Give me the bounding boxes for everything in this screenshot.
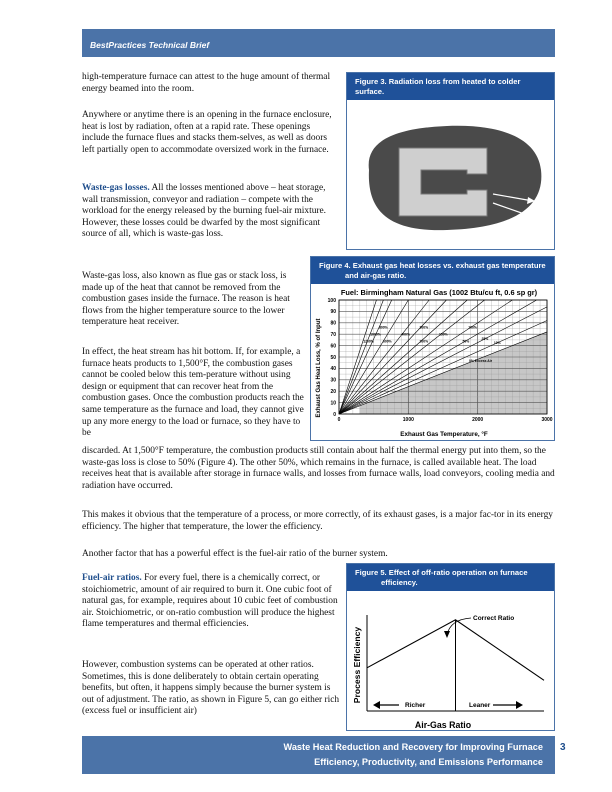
series-label: 200%: [419, 339, 429, 344]
chart-title: Fuel: Birmingham Natural Gas (1002 Btu/cu ft, 0.6 sp gr): [340, 288, 538, 297]
x-tick-label: 2000: [472, 417, 484, 423]
paragraph-waste-gas: [82, 183, 340, 241]
series-label: 600%: [382, 339, 392, 344]
x-tick-label: 0: [337, 417, 341, 423]
paragraph-fuel-air: [82, 573, 340, 631]
header-title: BestPractices Technical Brief: [90, 40, 210, 50]
leaner-arrow-head: [516, 701, 523, 709]
exhaust-loss-chart: [311, 284, 554, 440]
y-tick-label: 60: [330, 343, 336, 350]
series-label: 400%: [401, 332, 410, 337]
paragraph-5-full: discarded. At 1,500°F temperature, the combustion products still contain about half the thermal energy put into them, so the waste-gas loss is close to 50% (Figure 4). The other 50%, which remains in the furnace, is called available heat. The load receives heat that is available after storage in furnace walls, and losses from furnace walls, load conveyors, cooling media and radiation have occurred.: [82, 446, 555, 491]
waste-gas-text: All the losses mentioned above – heat storage, wall transmission, conveyor and radiation – compete with the workload for the energy released by the burning fuel-air mixture. However, these losses could be dwarfed by the most significant source of all, which is waste-gas loss.: [82, 183, 327, 240]
series-label: 150%: [439, 332, 448, 337]
correct-ratio-pointer-head: [444, 631, 450, 638]
y-axis-label: Process Efficiency: [352, 626, 362, 704]
paragraph-1: high-temperature furnace can attest to the huge amount of thermal energy beamed into the room.: [82, 72, 331, 94]
radiation-arrow-2-head: [526, 212, 535, 218]
figure-5-caption-line-1: Figure 5. Effect of off-ratio operation on furnace: [355, 568, 528, 577]
figure-4: [310, 256, 555, 441]
waste-gas-heading: Waste-gas losses.: [82, 183, 150, 193]
figure-4-caption-line-2: and air-gas ratio.: [345, 270, 407, 280]
y-tick-label: 100: [327, 297, 336, 304]
series-label: 10%: [493, 340, 501, 345]
figure-4-caption-line-1: Figure 4. Exhaust gas heat losses vs. exhaust gas temperature: [319, 261, 546, 270]
fuel-air-text: For every fuel, there is a chemically correct, or stoichiometric, amount of air required to burn it. One cubic foot of natural gas, for example, requires about 10 cubic feet of combustion air. Stoichiometric, or on-ratio combustion will produce the highest flame temperatures and thermal efficiencies.: [82, 573, 338, 630]
series-label: 300%: [419, 325, 429, 330]
off-ratio-chart: [347, 591, 554, 731]
figure-5-caption-line-2: efficiency.: [381, 577, 418, 587]
series-label: 1000%: [370, 332, 381, 337]
figure-3-caption: Figure 3. Radiation loss from heated to colder surface.: [347, 73, 554, 100]
fuel-air-heading: Fuel-air ratios.: [82, 573, 142, 583]
paragraph-5-column: In effect, the heat stream has hit bottom. If, for example, a furnace heats products to 1,500°F, the combustion gases cannot be cooled below this tem-perature without using design or equipment that can recover heat from the combustion gases. Once the combustion products reach the same temperature as the furnace and load, they cannot give up any more energy to the load or furnace, so they have to be: [82, 347, 304, 439]
figure-4-caption: [311, 257, 554, 284]
paragraph-4: Waste-gas loss, also known as flue gas or stack loss, is made up of the heat that cannot be removed from the combustion gases inside the furnace. The reason is heat flows from the higher temperature source to the lower temperature heat receiver.: [82, 271, 290, 328]
footer-line-1: Waste Heat Reduction and Recovery for Improving Furnace: [283, 742, 543, 752]
y-axis-label: Exhaust Gas Heat Loss, % of Input: [316, 318, 322, 418]
radiation-illustration: [347, 100, 554, 258]
leaner-label: Leaner: [469, 702, 491, 709]
figure-5: [346, 563, 555, 731]
y-tick-label: 40: [330, 366, 336, 373]
y-tick-label: 10: [330, 400, 336, 407]
series-label: 800%: [378, 325, 388, 330]
series-label: 1200%: [363, 339, 374, 344]
x-tick-label: 1000: [402, 417, 414, 423]
header-bar: [82, 29, 555, 57]
correct-ratio-label: Correct Ratio: [473, 615, 515, 622]
y-tick-label: 30: [330, 377, 336, 384]
paragraph-7: Another factor that has a powerful effect is the fuel-air ratio of the burner system.: [82, 549, 388, 559]
x-axis-label: Exhaust Gas Temperature, °F: [400, 431, 488, 438]
footer-bar: [82, 736, 555, 774]
y-tick-label: 70: [330, 332, 336, 338]
richer-arrow-head: [373, 701, 380, 709]
y-tick-label: 50: [330, 354, 336, 361]
zero-excess-air-region: [360, 332, 547, 414]
paragraph-2: Anywhere or anytime there is an opening in the furnace enclosure, heat is lost by radiation, often at a rapid rate. These openings include the furnace flues and stacks them-selves, as well as doors left partially open to accommodate oversized work in the furnace.: [82, 110, 332, 155]
y-tick-label: 20: [330, 389, 336, 395]
paragraph-6: This makes it obvious that the temperature of a process, or more correctly, of its exhaust gases, is a major fac-tor in its energy efficiency. The higher that temperature, the lower the efficiency.: [82, 510, 553, 532]
y-tick-label: 0: [333, 411, 336, 418]
paragraph-9: However, combustion systems can be operated at other ratios. Sometimes, this is done deliberately to obtain certain operating benefits, but often, it happens simply because the burner system is out of adjustment. The ratio, as shown in Figure 5, can go either rich (excess fuel or insufficient air): [82, 660, 340, 717]
richer-label: Richer: [405, 702, 426, 709]
figure-3: [346, 72, 555, 250]
x-axis-label: Air-Gas Ratio: [414, 720, 472, 730]
y-tick-label: 90: [330, 309, 336, 316]
series-label: 100%: [468, 325, 477, 330]
correct-ratio-pointer: [447, 618, 471, 635]
series-label: 25%: [481, 337, 489, 342]
series-label: 50%: [462, 339, 470, 344]
page-number: 3: [560, 742, 566, 753]
x-tick-label: 3000: [541, 417, 553, 423]
series-label: 0% Excess Air: [468, 359, 493, 364]
y-tick-label: 80: [330, 320, 336, 327]
figure-5-caption: [347, 564, 554, 591]
footer-line-2: Efficiency, Productivity, and Emissions Performance: [314, 757, 543, 767]
